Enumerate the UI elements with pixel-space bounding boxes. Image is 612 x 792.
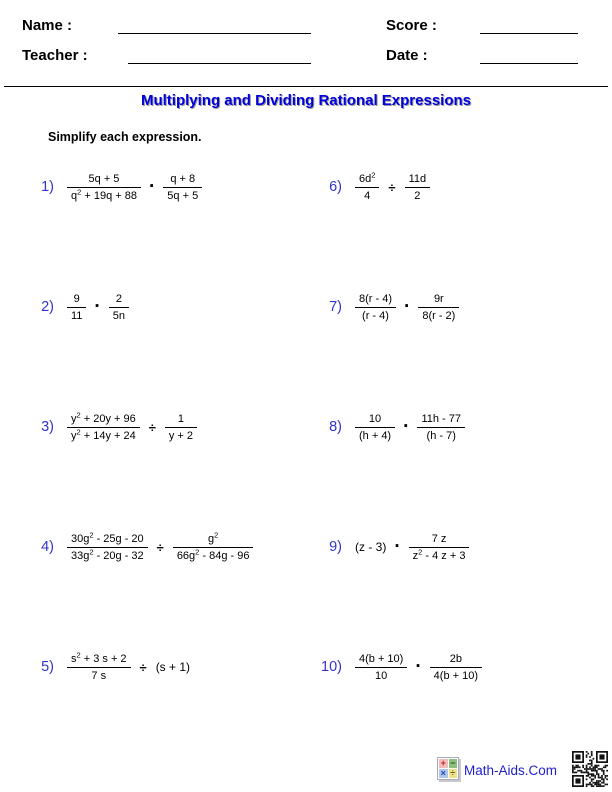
problem-1: 1) $\frac{5q + 5}{q^2 + 19q + 88}$ · $\frac{q + 8}{5q + 5}$ [30,162,202,212]
numerator: 8(r - 4) [355,293,396,308]
brand-link: Math-Aids.Com [464,763,558,778]
problem-9: 9) (z - 3) · $\frac{7 z}{z^2 - 4 z + 3}$ [318,522,469,572]
fraction [418,293,459,322]
logo-cell: ÷ [450,768,456,778]
instruction-text: Simplify each expression. [48,130,202,144]
fraction [67,173,141,202]
fraction [355,653,407,682]
fraction [67,649,131,682]
fraction [163,173,202,202]
problem-number: 3) [41,419,54,435]
denominator: $66g^2 - 84g - 96$ [176,546,250,562]
expression-term: (s + 1) [155,660,191,674]
numerator: 1 [165,413,197,428]
date-label: Date : [386,47,428,64]
numerator: 2b [430,653,482,668]
problem-2: 2) $\frac{9}{11}$ · $\frac{2}{5n}$ [30,282,129,332]
header-divider [4,86,608,87]
problem-7: 7) $\frac{8(r - 4)}{(r - 4)}$ · $\frac{9r}{8(r - 2)}$ [318,282,459,332]
score-label: Score : [386,17,437,34]
divide-operator: ÷ [388,179,396,195]
numerator: 2 [109,293,129,308]
problem-10: 10) $\frac{4(b + 10)}{10}$ · $\frac{2b}{4(b + 10)}$ [318,642,482,692]
logo-cell: + [440,758,446,768]
numerator: 7 z [409,533,470,548]
denominator: $z^2 - 4$ z + 3 [412,546,466,562]
math-aids-logo-icon [437,757,459,780]
numerator: $s^2 + 3$ s + 2 [67,653,131,668]
numerator: 9r [418,293,459,308]
numerator: $30g^2 - 25g - 20$ [67,533,148,548]
logo-cell: × [440,768,446,778]
denominator: 4 [364,189,371,202]
fraction [67,529,148,562]
numerator: $y^2 + 20y + 96$ [67,413,140,428]
teacher-label: Teacher : [22,47,88,64]
problem-number: 7) [329,299,342,315]
denominator: $y^2 + 14y + 24$ [71,426,136,442]
numerator: $g^2$ [173,533,254,548]
denominator: 10 [375,669,388,682]
denominator: (h + 4) [359,429,392,442]
numerator: 11d [405,173,431,188]
fraction [67,293,86,322]
fraction [355,413,395,442]
denominator: 5q + 5 [167,189,199,202]
numerator: q + 8 [163,173,202,188]
problem-number: 4) [41,539,54,555]
problem-number: 10) [321,659,342,675]
problem-4 [30,522,253,572]
numerator: 10 [355,413,395,428]
problem-number: 6) [329,179,342,195]
fraction [409,533,470,562]
fraction [417,413,465,442]
problem-6 [318,162,430,212]
problem-3 [30,402,197,452]
denominator: (h - 7) [426,429,456,442]
fraction [165,413,197,442]
fraction [67,409,140,442]
denominator: 5n [112,309,125,322]
denominator: 8(r - 2) [422,309,456,322]
problem-number: 2) [41,299,54,315]
problem-8: 8) $\frac{10}{(h + 4)}$ · $\frac{11h - 77}{(h - 7)}$ [318,402,465,452]
problem-number: 8) [329,419,342,435]
expression-term: (z - 3) [355,540,387,554]
denominator: 4(b + 10) [433,669,479,682]
numerator: $6d^2$ [355,173,379,188]
denominator: 11 [71,309,83,322]
problem-5 [30,642,190,692]
score-fill-line [480,33,578,34]
fraction [173,529,254,562]
problem-number: 5) [41,659,54,675]
denominator: 7 s [91,669,107,682]
denominator: $q^2 + 19q + 88$ [71,186,137,202]
numerator: 4(b + 10) [355,653,407,668]
logo-cell: − [450,758,456,768]
fraction [405,173,431,202]
divide-operator: ÷ [139,659,147,675]
divide-operator: ÷ [148,419,156,435]
date-fill-line [480,63,578,64]
problem-number: 9) [329,539,342,555]
numerator: 5q + 5 [67,173,141,188]
worksheet-title: Multiplying and Dividing Rational Expressions [140,92,472,109]
denominator: $33g^2 - 20g - 32$ [71,546,144,562]
teacher-fill-line [128,63,311,64]
name-label: Name : [22,17,73,34]
fraction [355,293,396,322]
fraction [355,169,379,202]
divide-operator: ÷ [156,539,164,555]
qr-code-icon [572,751,608,787]
numerator: 9 [67,293,86,308]
name-fill-line [118,33,311,34]
fraction [109,293,129,322]
problem-number: 1) [41,179,54,195]
denominator: y + 2 [168,429,194,442]
denominator: (r - 4) [362,309,389,322]
numerator: 11h - 77 [417,413,465,428]
denominator: 2 [414,189,421,202]
fraction [430,653,482,682]
